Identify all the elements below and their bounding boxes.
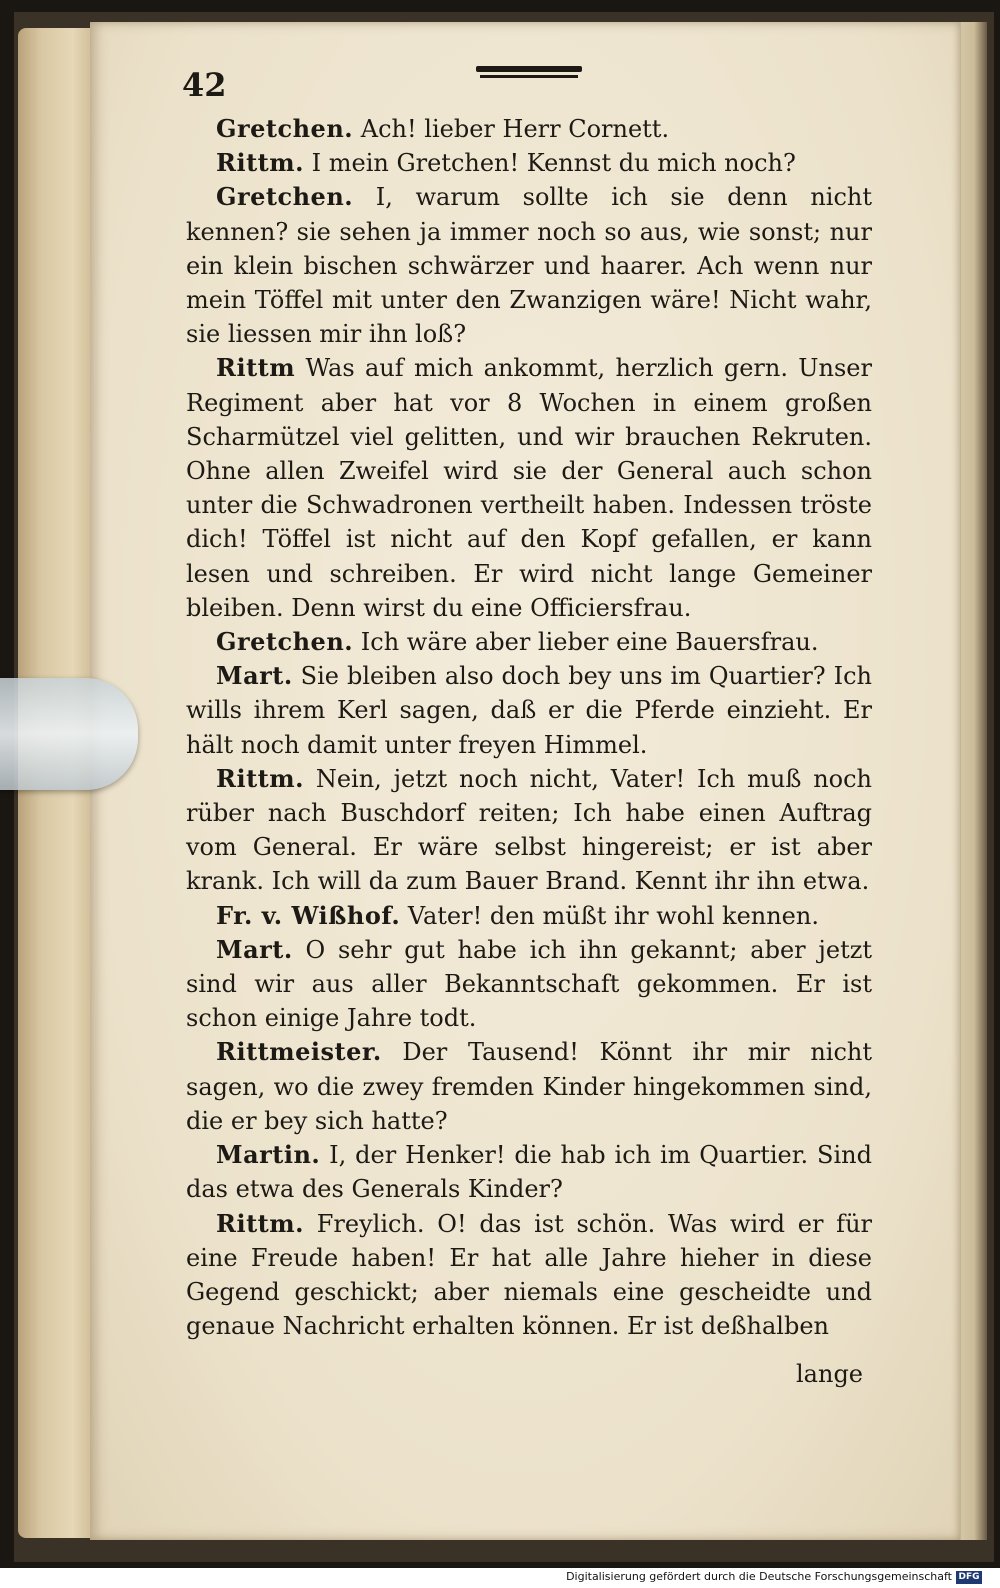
ornament-bar-bottom xyxy=(480,75,578,78)
paragraph xyxy=(186,112,872,146)
paragraph-text: Vater! den müßt ihr wohl kennen. xyxy=(407,901,819,930)
funding-credit: Digitalisierung gefördert durch die Deutsche Forschungsgemeinschaft xyxy=(566,1570,952,1583)
speaker-name: Gretchen. xyxy=(216,627,354,657)
paragraph xyxy=(186,1138,872,1206)
paragraph xyxy=(186,351,872,625)
paragraph xyxy=(186,933,872,1036)
speaker-name: Martin. xyxy=(216,1140,321,1170)
speaker-name: Rittm xyxy=(216,353,296,383)
speaker-name: Rittm. xyxy=(216,763,304,793)
paragraph-text: Was auf mich ankommt, herzlich gern. Unser Regiment aber hat vor 8 Wochen in einem großen Scharmützel viel gelitten, und wir brauchen Rekruten. Ohne allen Zweifel wird sie der General auch schon unter die Schwadronen vertheilt haben. Indessen tröste dich! Töffel ist nicht auf den Kopf gefallen, er kann lesen und schreiben. Er wird nicht lange Gemeiner bleiben. Denn wirst du eine Officiersfrau. xyxy=(186,354,872,622)
paragraph-text: Nein, jetzt noch nicht, Vater! Ich muß noch rüber nach Buschdorf reiten; Ich habe einen Auftrag vom General. Er wäre selbst hingereist; er ist aber krank. Ich will da zum Bauer Brand. Kennt ihr ihn etwa. xyxy=(186,764,872,896)
speaker-name: Gretchen. xyxy=(216,114,354,143)
header-ornament xyxy=(476,66,582,82)
paragraph xyxy=(186,1207,872,1344)
page-number: 42 xyxy=(182,66,227,104)
dfg-logo-icon: DFG xyxy=(956,1571,982,1584)
paragraph xyxy=(186,1035,872,1138)
speaker-name: Rittmeister. xyxy=(216,1037,382,1067)
footer-bar xyxy=(0,1568,1000,1588)
page-clip xyxy=(0,678,138,790)
ornament-bar-top xyxy=(476,66,582,72)
paragraph xyxy=(186,146,872,180)
paragraph-text: Freylich. O! das ist schön. Was wird er für eine Freude haben! Er hat alle Jahre hieher in diese Gegend geschickt; aber niemals eine gescheidte und genaue Nachricht erhalten können. Er ist deßhalben xyxy=(186,1209,872,1341)
paragraph-text: I mein Gretchen! Kennst du mich noch? xyxy=(311,149,796,178)
paragraph xyxy=(186,899,872,933)
speaker-name: Fr. v. Wißhof. xyxy=(216,900,401,930)
catchword: lange xyxy=(796,1360,864,1388)
speaker-name: Mart. xyxy=(216,661,293,691)
paragraph-text: Ach! lieber Herr Cornett. xyxy=(360,115,670,143)
paragraph-text: Sie bleiben also doch bey uns im Quartier? Ich wills ihrem Kerl sagen, daß er die Pferde einzieht. Er hält noch damit unter freyen Himmel. xyxy=(186,662,872,759)
page-text xyxy=(186,112,872,1343)
speaker-name: Gretchen. xyxy=(216,182,354,212)
paragraph-text: I, warum sollte ich sie denn nicht kennen? sie sehen ja immer noch so aus, wie sonst; nur ein klein bischen schwärzer und haarer. Ach wenn nur mein Töffel mit unter den Zwanzigen wäre! Nicht wahr, sie liessen mir ihn loß? xyxy=(186,183,872,349)
paragraph-text: Der Tausend! Könnt ihr mir nicht sagen, wo die zwey fremden Kinder hingekommen sind, die er bey sich hatte? xyxy=(186,1038,872,1135)
paragraph xyxy=(186,625,872,659)
paragraph xyxy=(186,659,872,762)
speaker-name: Mart. xyxy=(216,934,293,964)
paragraph xyxy=(186,762,872,899)
paragraph-text: Ich wäre aber lieber eine Bauersfrau. xyxy=(360,628,819,657)
paragraph xyxy=(186,180,872,351)
paragraph-text: O sehr gut habe ich ihn gekannt; aber jetzt sind wir aus aller Bekanntschaft gekommen. Er ist schon einige Jahre todt. xyxy=(186,935,872,1033)
speaker-name: Rittm. xyxy=(216,148,304,178)
paragraph-text: I, der Henker! die hab ich im Quartier. Sind das etwa des Generals Kinder? xyxy=(186,1141,872,1204)
speaker-name: Rittm. xyxy=(216,1208,304,1238)
